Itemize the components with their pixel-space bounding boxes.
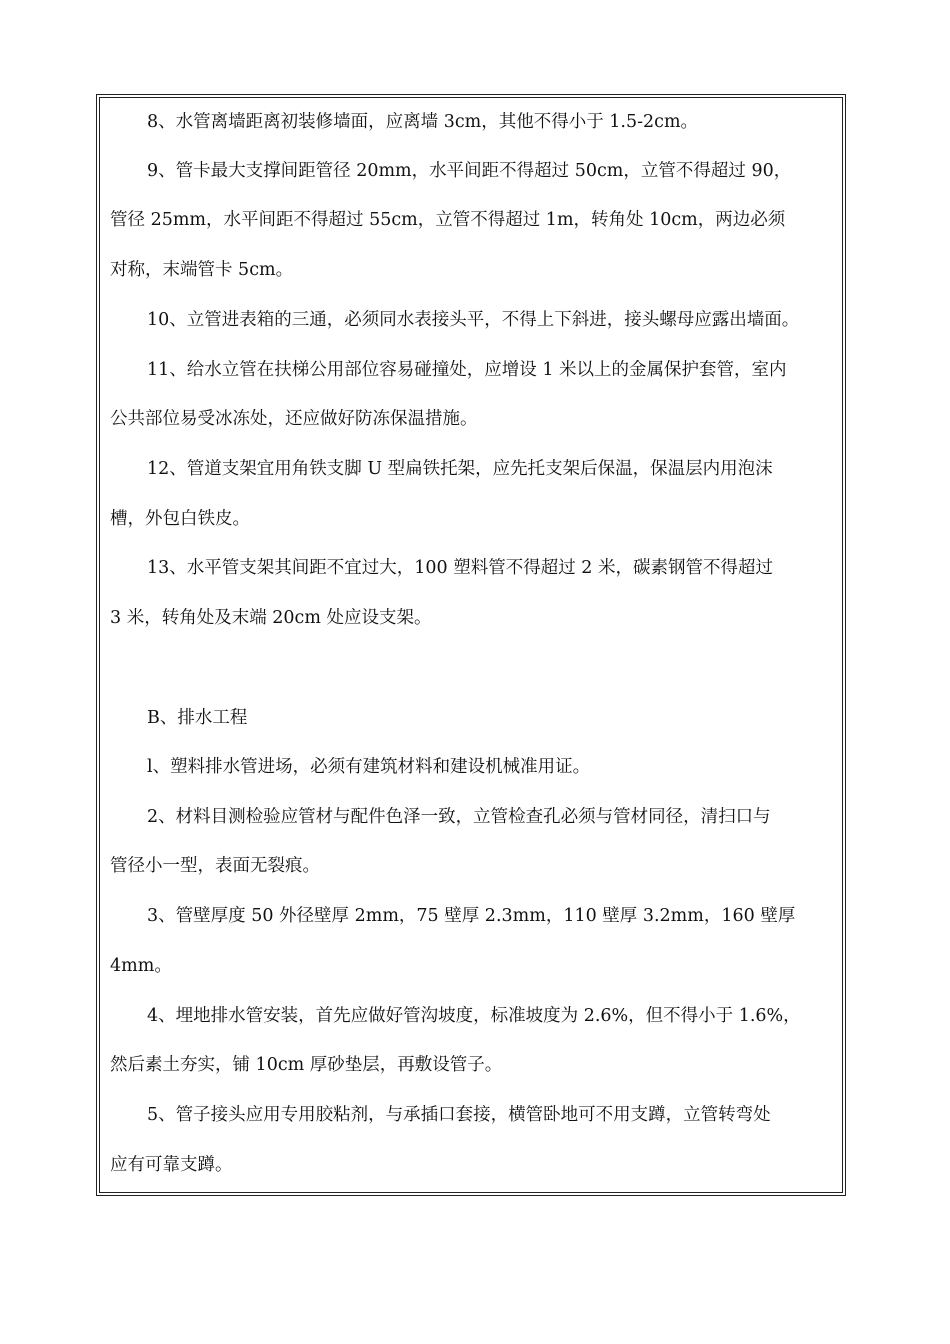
text-line: 管径小一型，表面无裂痕。 <box>110 856 320 876</box>
text-line: 4、埋地排水管安装，首先应做好管沟坡度，标准坡度为 2.6%，但不得小于 1.6%， <box>147 1006 801 1026</box>
text-line: 8、水管离墙距离初装修墙面，应离墙 3cm，其他不得小于 1.5-2cm。 <box>147 112 699 132</box>
text-line: 4mm。 <box>110 956 172 976</box>
text-line: 5、管子接头应用专用胶粘剂，与承插口套接，横管卧地可不用支蹲，立管转弯处 <box>147 1105 771 1125</box>
text-line: 12、管道支架宜用角铁支脚 U 型扁铁托架，应先托支架后保温，保温层内用泡沫 <box>147 459 773 479</box>
text-line: 2、材料目测检验应管材与配件色泽一致，立管检查孔必须与管材同径，清扫口与 <box>147 807 771 827</box>
section-heading: B、排水工程 <box>147 708 248 728</box>
text-line: l、塑料排水管进场，必须有建筑材料和建设机械准用证。 <box>147 757 591 777</box>
text-line: 然后素土夯实，铺 10cm 厚砂垫层，再敷设管子。 <box>110 1055 503 1075</box>
text-line: 公共部位易受冰冻处，还应做好防冻保温措施。 <box>110 409 478 429</box>
text-line: 11、给水立管在扶梯公用部位容易碰撞处，应增设 1 米以上的金属保护套管，室内 <box>147 360 787 380</box>
text-line: 10、立管进表箱的三通，必须同水表接头平，不得上下斜进，接头螺母应露出墙面。 <box>147 310 800 330</box>
text-line: 3 米，转角处及末端 20cm 处应设支架。 <box>110 608 432 628</box>
text-line: 槽，外包白铁皮。 <box>110 509 250 529</box>
text-line: 管径 25mm，水平间距不得超过 55cm，立管不得超过 1m，转角处 10cm，两边必须 <box>110 210 786 230</box>
text-line: 13、水平管支架其间距不宜过大，100 塑料管不得超过 2 米，碳素钢管不得超过 <box>147 558 773 578</box>
text-line: 3、管壁厚度 50 外径壁厚 2mm，75 壁厚 2.3mm，110 壁厚 3.2mm，160 壁厚 <box>147 906 796 926</box>
text-line: 9、管卡最大支撑间距管径 20mm，水平间距不得超过 50cm，立管不得超过 90， <box>147 161 792 181</box>
text-line: 对称，末端管卡 5cm。 <box>110 260 294 280</box>
text-line: 应有可靠支蹲。 <box>110 1155 233 1175</box>
